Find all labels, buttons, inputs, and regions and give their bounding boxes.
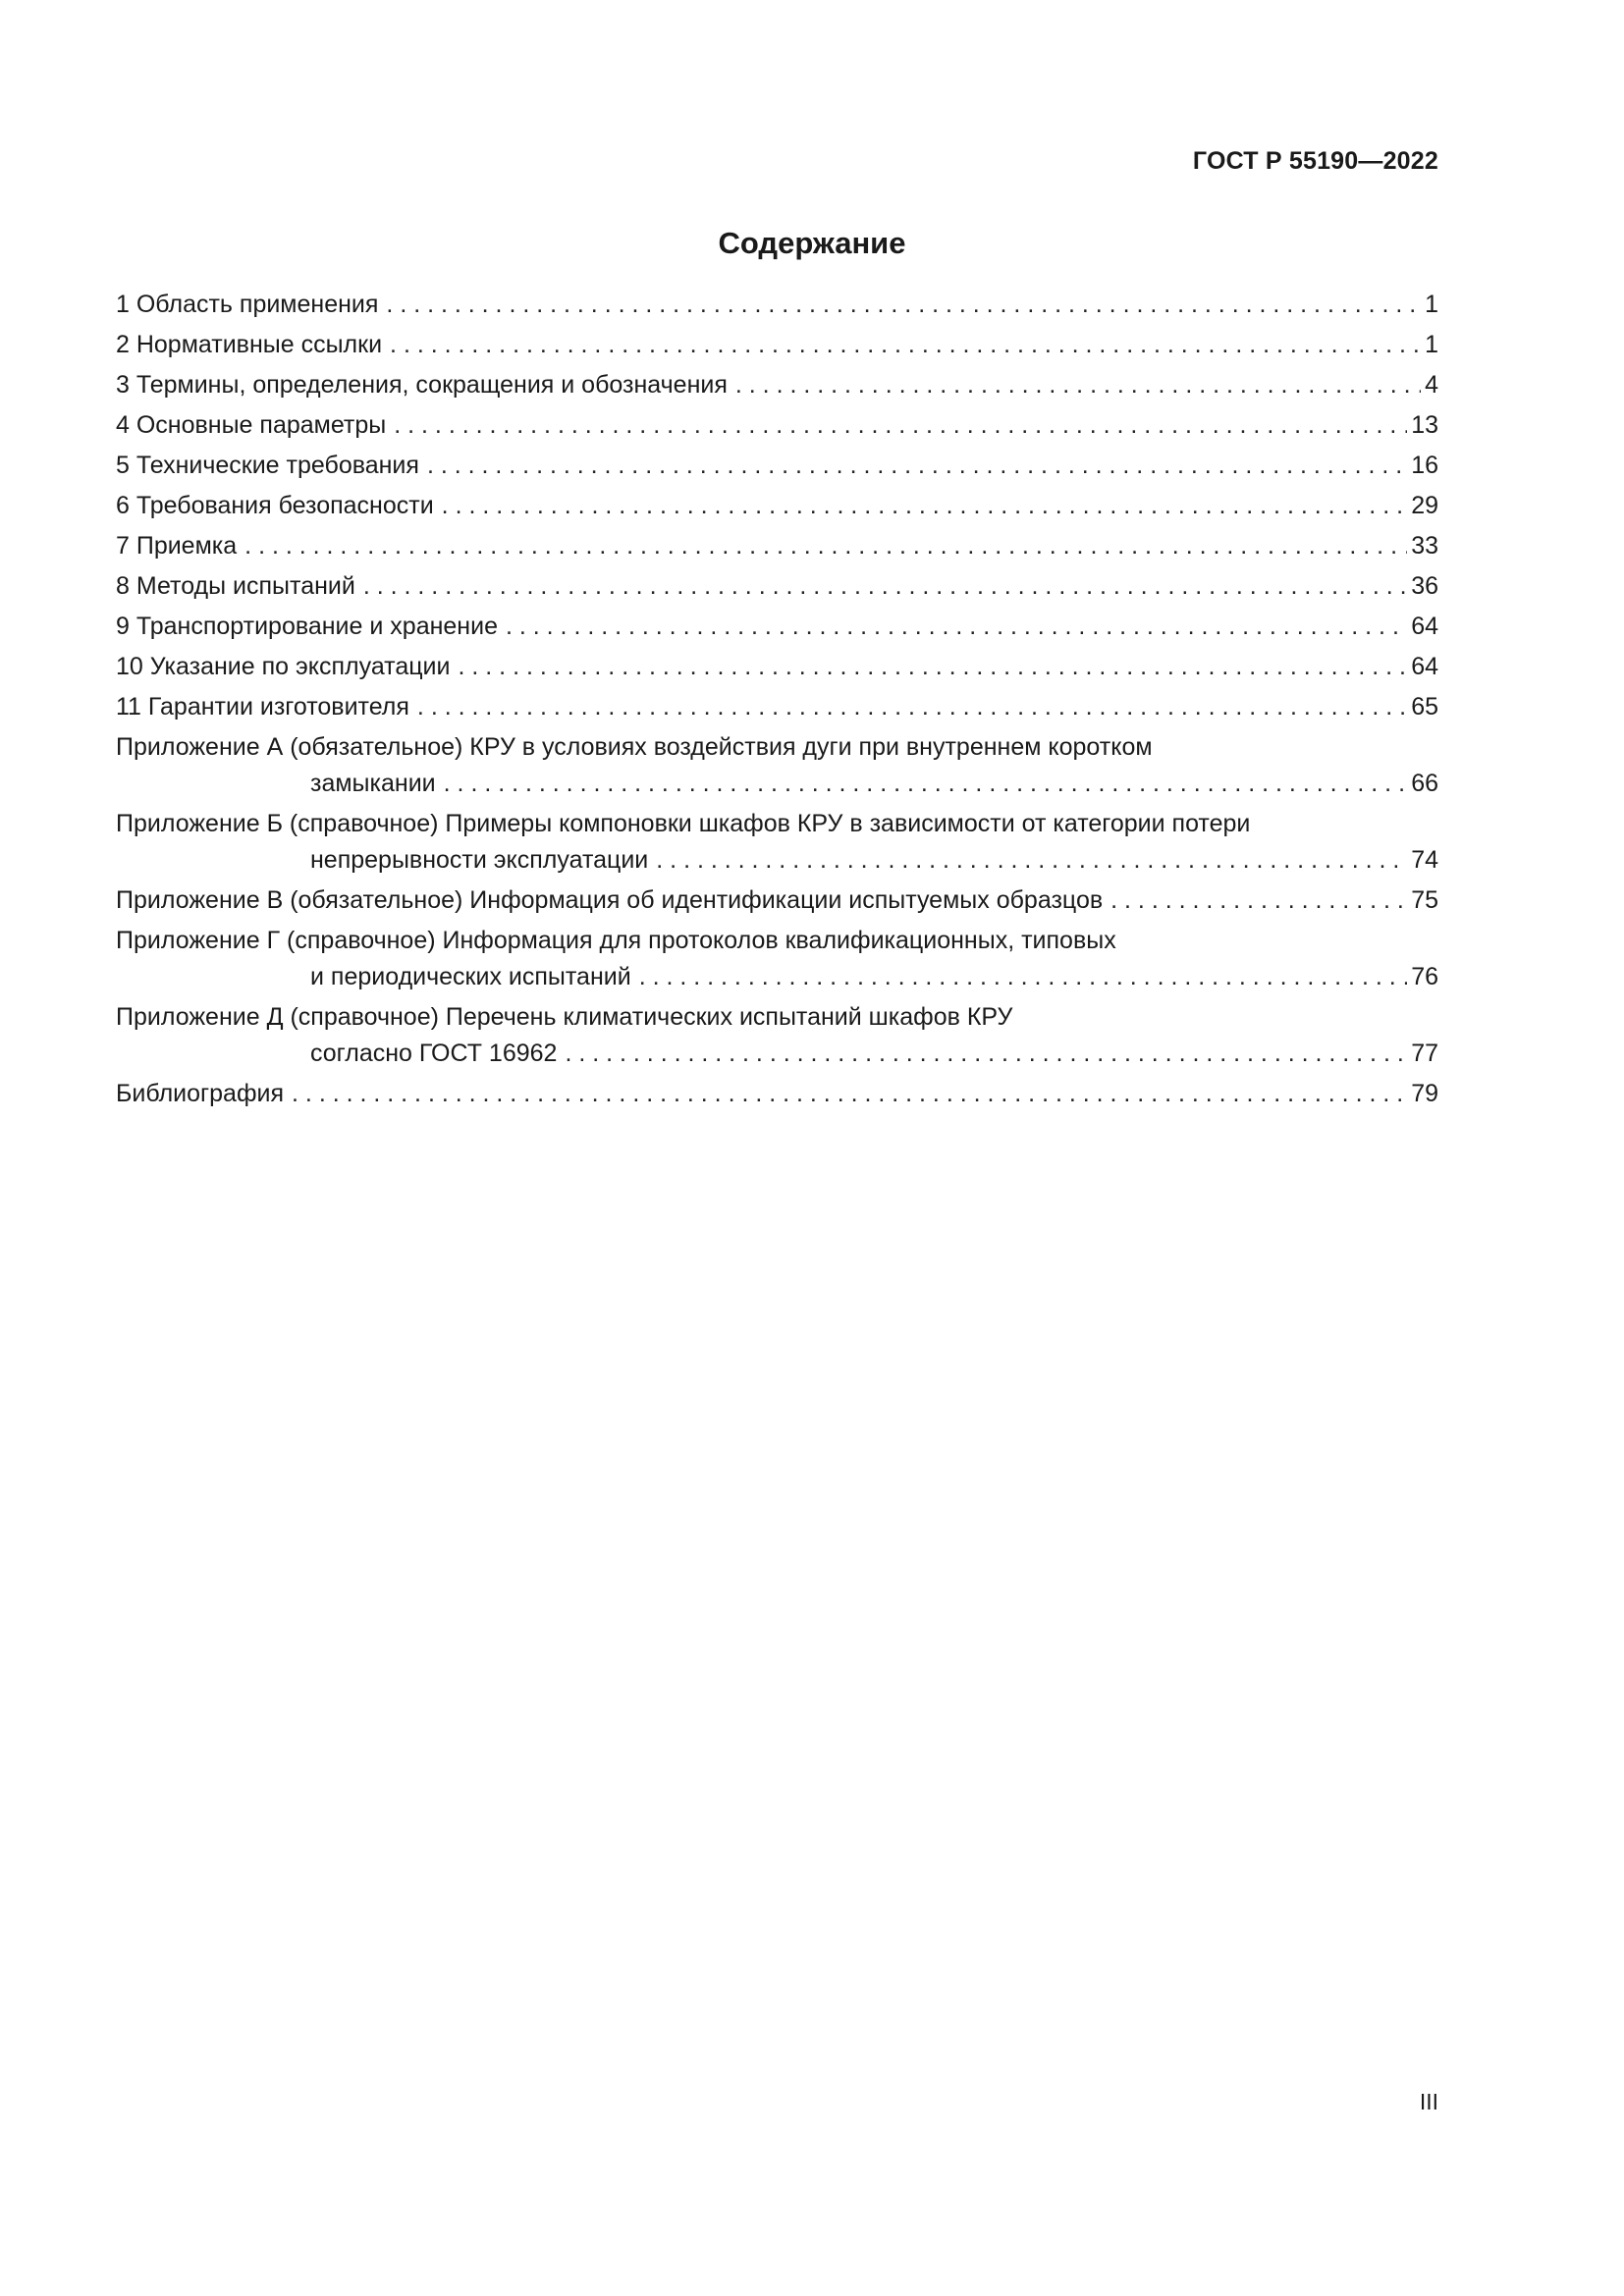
toc-entry-page: 33 <box>1411 532 1438 560</box>
toc-entry-label: 1 Область применения <box>116 291 379 318</box>
toc-entry-label: 3 Термины, определения, сокращения и обозначения <box>116 371 728 399</box>
toc-entry[interactable] <box>116 367 1438 403</box>
toc-entry[interactable] <box>116 448 1438 484</box>
toc-entry-label-continued: согласно ГОСТ 16962 <box>310 1040 558 1067</box>
toc-entry-label-continued: и периодических испытаний <box>310 963 631 990</box>
toc-entry-label: Приложение Б (справочное) Примеры компоновки шкафов КРУ в зависимости от категории потери <box>116 810 1251 837</box>
toc-entry-page: 74 <box>1411 846 1438 874</box>
toc-leader-dots <box>506 609 1407 645</box>
toc-entry-label: Приложение Д (справочное) Перечень климатических испытаний шкафов КРУ <box>116 1003 1013 1031</box>
toc-leader-dots <box>735 367 1421 403</box>
toc-entry-label: 4 Основные параметры <box>116 411 387 439</box>
toc-leader-dots <box>442 488 1408 524</box>
toc-entry-label-continued: непрерывности эксплуатации <box>310 846 649 874</box>
toc-entry[interactable] <box>116 287 1438 323</box>
toc-entry-page: 36 <box>1411 572 1438 600</box>
toc-leader-dots <box>565 1036 1407 1072</box>
toc-leader-dots <box>363 568 1407 605</box>
toc-entry-page: 16 <box>1411 452 1438 479</box>
toc-entry-page: 1 <box>1425 331 1438 358</box>
toc-entry-label: 11 Гарантии изготовителя <box>116 693 409 721</box>
toc-leader-dots <box>1110 882 1407 919</box>
toc-entry-page: 79 <box>1411 1080 1438 1107</box>
toc-entry[interactable] <box>116 649 1438 685</box>
toc-leader-dots <box>394 407 1407 444</box>
toc-entry-label: Библиография <box>116 1080 285 1107</box>
toc-entry-label: 5 Технические требования <box>116 452 419 479</box>
toc-entry-label: Приложение А (обязательное) КРУ в условиях воздействия дуги при внутреннем коротком <box>116 733 1153 761</box>
toc-entry-page: 76 <box>1411 963 1438 990</box>
toc-entry[interactable] <box>116 327 1438 363</box>
toc-entry-label: Приложение В (обязательное) Информация об идентификации испытуемых образцов <box>116 886 1104 914</box>
toc-entry[interactable] <box>116 609 1438 645</box>
toc-leader-dots <box>390 327 1421 363</box>
toc-leader-dots <box>292 1076 1407 1112</box>
toc-entry-label: 9 Транспортирование и хранение <box>116 613 498 640</box>
toc-title: Содержание <box>718 226 906 260</box>
toc-leader-dots <box>656 842 1407 879</box>
toc-entry-label: Приложение Г (справочное) Информация для протоколов квалификационных, типовых <box>116 927 1116 954</box>
toc-entry-label: 6 Требования безопасности <box>116 492 434 519</box>
toc-leader-dots <box>444 766 1408 802</box>
toc-entry-page: 77 <box>1411 1040 1438 1067</box>
toc-appendix-a[interactable] <box>116 729 1438 802</box>
toc-entry-page: 29 <box>1411 492 1438 519</box>
toc-bibliography[interactable] <box>116 1076 1438 1112</box>
toc-entry[interactable] <box>116 568 1438 605</box>
toc-entry-label: 2 Нормативные ссылки <box>116 331 383 358</box>
toc-entry-page: 13 <box>1411 411 1438 439</box>
toc-entry-label: 10 Указание по эксплуатации <box>116 653 451 680</box>
toc-leader-dots <box>427 448 1407 484</box>
toc-entry-page: 64 <box>1411 653 1438 680</box>
toc-entry-page: 65 <box>1411 693 1438 721</box>
toc-entry-page: 66 <box>1411 770 1438 797</box>
toc-entry[interactable] <box>116 488 1438 524</box>
toc-appendix-g[interactable] <box>116 923 1438 995</box>
toc-entry-page: 1 <box>1425 291 1438 318</box>
toc-leader-dots <box>459 649 1408 685</box>
toc-entry[interactable] <box>116 407 1438 444</box>
document-code: ГОСТ Р 55190—2022 <box>1192 147 1438 175</box>
toc-entry-label: 8 Методы испытаний <box>116 572 355 600</box>
table-of-contents <box>116 287 1438 1116</box>
toc-leader-dots <box>417 689 1407 725</box>
toc-entry-label: 7 Приемка <box>116 532 238 560</box>
toc-leader-dots <box>386 287 1421 323</box>
toc-entry[interactable] <box>116 689 1438 725</box>
toc-entry-label-continued: замыкании <box>310 770 436 797</box>
toc-appendix-b[interactable] <box>116 806 1438 879</box>
toc-appendix-v[interactable] <box>116 882 1438 919</box>
toc-entry-page: 4 <box>1425 371 1438 399</box>
toc-entry-page: 75 <box>1411 886 1438 914</box>
toc-leader-dots <box>639 959 1408 995</box>
toc-entry-page: 64 <box>1411 613 1438 640</box>
toc-leader-dots <box>244 528 1407 564</box>
toc-appendix-d[interactable] <box>116 999 1438 1072</box>
page-number: III <box>1419 2089 1438 2114</box>
toc-entry[interactable] <box>116 528 1438 564</box>
